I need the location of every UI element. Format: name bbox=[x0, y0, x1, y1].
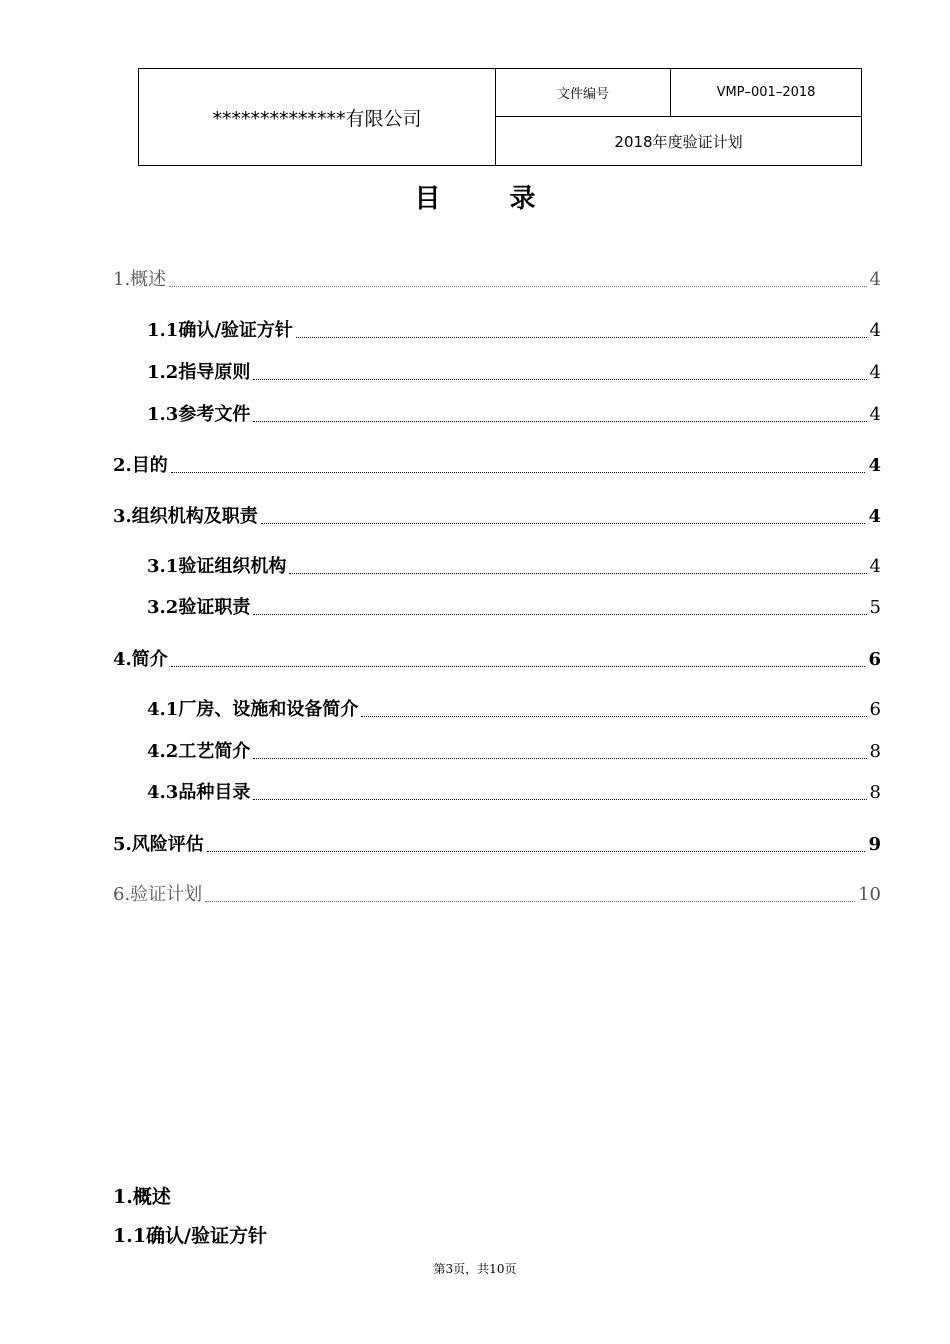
toc-leader bbox=[253, 799, 866, 800]
toc-entry-label: 3.组织机构及职责 bbox=[113, 506, 258, 527]
toc-entry[interactable] bbox=[147, 318, 881, 344]
toc-leader bbox=[207, 851, 866, 852]
toc-entry-page: 4 bbox=[869, 362, 881, 383]
toc-entry[interactable] bbox=[113, 882, 881, 908]
toc-leader bbox=[289, 573, 866, 574]
toc-entry-label: 6.验证计划 bbox=[113, 884, 203, 905]
toc-entry-label: 3.1验证组织机构 bbox=[147, 556, 287, 577]
toc-entry-page: 9 bbox=[868, 834, 881, 855]
toc-title: 目 录 bbox=[414, 184, 566, 214]
toc-entry[interactable] bbox=[113, 832, 881, 858]
doc-number-label: 文件编号 bbox=[496, 69, 671, 117]
toc-leader bbox=[253, 758, 866, 759]
section-heading: 1.概述 bbox=[113, 1186, 171, 1208]
toc-entry[interactable] bbox=[147, 697, 881, 723]
toc-entry-page: 4 bbox=[869, 320, 881, 341]
toc-entry-page: 6 bbox=[869, 699, 881, 720]
toc-entry[interactable] bbox=[147, 739, 881, 765]
toc-entry-label: 5.风险评估 bbox=[113, 834, 204, 855]
toc-entry-label: 1.概述 bbox=[113, 269, 167, 290]
doc-number: VMP–001–2018 bbox=[671, 69, 861, 117]
toc-entry-page: 4 bbox=[868, 455, 881, 476]
toc-entry-page: 6 bbox=[868, 649, 881, 670]
toc-leader bbox=[361, 716, 866, 717]
toc-entry[interactable] bbox=[147, 595, 881, 621]
toc-leader bbox=[253, 614, 866, 615]
toc-entry[interactable] bbox=[113, 647, 881, 673]
toc-leader bbox=[205, 901, 855, 902]
toc-entry-page: 8 bbox=[869, 782, 881, 803]
toc-entry-page: 4 bbox=[869, 556, 881, 577]
toc-entry-label: 3.2验证职责 bbox=[147, 597, 251, 618]
toc-entry-label: 2.目的 bbox=[113, 455, 168, 476]
toc-entry[interactable] bbox=[113, 504, 881, 530]
toc-entry[interactable] bbox=[147, 554, 881, 580]
toc-entry-label: 4.1厂房、设施和设备简介 bbox=[147, 699, 359, 720]
toc-entry-page: 4 bbox=[869, 269, 881, 290]
toc-entry[interactable] bbox=[147, 402, 881, 428]
toc-leader bbox=[253, 421, 866, 422]
toc-entry[interactable] bbox=[113, 453, 881, 479]
toc-leader bbox=[261, 523, 866, 524]
toc-entry-label: 4.简介 bbox=[113, 649, 168, 670]
toc-leader bbox=[296, 337, 867, 338]
doc-title: 2018年度验证计划 bbox=[614, 132, 743, 151]
toc-entry-page: 5 bbox=[869, 597, 881, 618]
toc-entry-label: 4.2工艺简介 bbox=[147, 741, 251, 762]
toc-leader bbox=[169, 286, 866, 287]
toc-entry-label: 1.1确认/验证方针 bbox=[147, 320, 293, 341]
toc-leader bbox=[171, 472, 866, 473]
toc-entry-label: 1.3参考文件 bbox=[147, 404, 251, 425]
company-name: **************有限公司 bbox=[139, 69, 496, 165]
toc-entry-page: 4 bbox=[868, 506, 881, 527]
toc-leader bbox=[253, 379, 866, 380]
toc-entry-label: 4.3品种目录 bbox=[147, 782, 251, 803]
subsection-heading: 1.1确认/验证方针 bbox=[113, 1225, 267, 1247]
toc-entry-page: 4 bbox=[869, 404, 881, 425]
page-footer: 第3页，共10页 bbox=[433, 1262, 517, 1276]
toc-entry[interactable] bbox=[147, 780, 881, 806]
toc-entry-page: 10 bbox=[858, 884, 881, 905]
toc-entry-label: 1.2指导原则 bbox=[147, 362, 251, 383]
toc-entry[interactable] bbox=[113, 267, 881, 293]
toc-entry-page: 8 bbox=[869, 741, 881, 762]
toc-entry[interactable] bbox=[147, 360, 881, 386]
toc-leader bbox=[171, 666, 866, 667]
